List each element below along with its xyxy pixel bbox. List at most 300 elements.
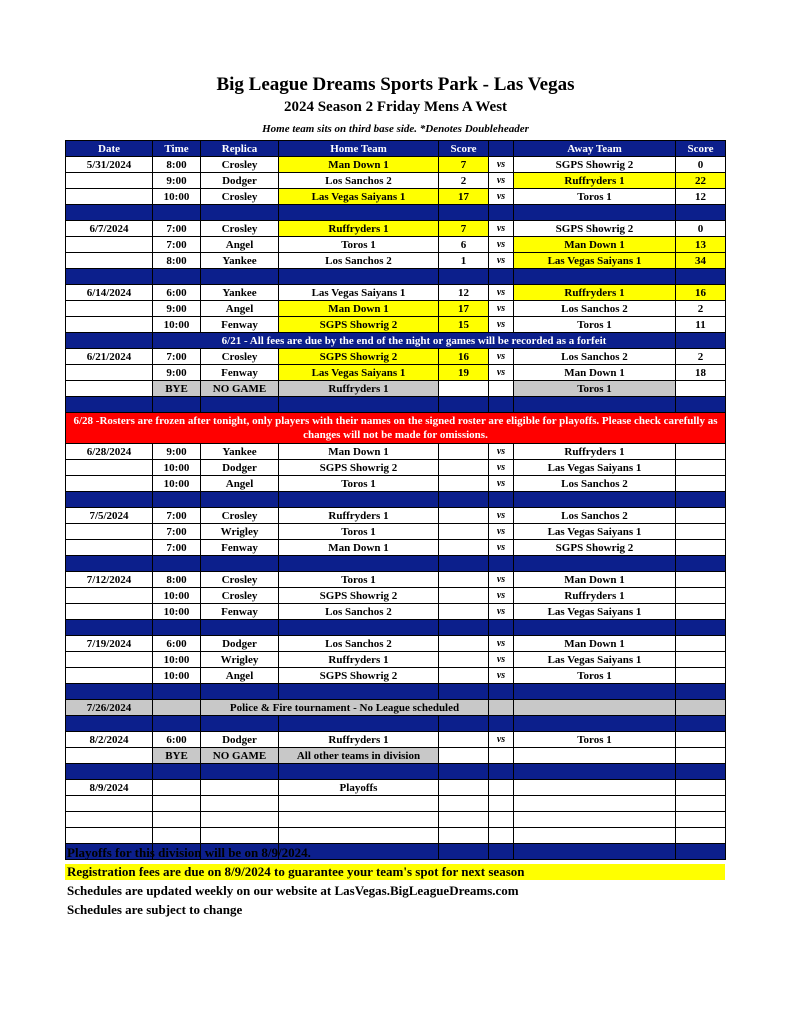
separator-row — [66, 269, 726, 285]
separator-cell — [514, 556, 676, 572]
separator-cell — [66, 764, 153, 780]
vs-cell: vs — [489, 540, 514, 556]
separator-cell — [514, 492, 676, 508]
column-header: Replica — [201, 141, 279, 157]
separator-cell — [676, 269, 726, 285]
home-score-cell: 12 — [439, 285, 489, 301]
vs-cell: vs — [489, 636, 514, 652]
away-team-cell — [514, 828, 676, 844]
game-row — [66, 572, 726, 588]
game-row — [66, 444, 726, 460]
date-cell — [66, 540, 153, 556]
vs-cell: vs — [489, 365, 514, 381]
separator-cell — [66, 684, 153, 700]
away-team-cell: Las Vegas Saiyans 1 — [514, 652, 676, 668]
separator-cell — [439, 205, 489, 221]
separator-cell — [201, 684, 279, 700]
time-cell — [153, 700, 201, 716]
fees-notice-text: 6/21 - All fees are due by the end of the night or games will be recorded as a forfeit — [153, 333, 676, 349]
away-score-cell — [676, 572, 726, 588]
home-score-cell — [439, 732, 489, 748]
time-cell — [153, 780, 201, 796]
away-team-cell: Ruffryders 1 — [514, 588, 676, 604]
vs-cell — [489, 748, 514, 764]
away-score-cell — [676, 460, 726, 476]
date-cell — [66, 476, 153, 492]
time-cell: 10:00 — [153, 588, 201, 604]
separator-cell — [153, 397, 201, 413]
separator-cell — [676, 844, 726, 860]
replica-cell: Wrigley — [201, 524, 279, 540]
home-team-cell: Los Sanchos 2 — [279, 636, 439, 652]
separator-cell — [676, 333, 726, 349]
vs-cell: vs — [489, 460, 514, 476]
away-score-cell: 22 — [676, 173, 726, 189]
separator-row — [66, 684, 726, 700]
game-row — [66, 668, 726, 684]
home-score-cell — [439, 444, 489, 460]
vs-cell — [489, 780, 514, 796]
footer-registration-note: Registration fees are due on 8/9/2024 to guarantee your team's spot for next season — [65, 864, 725, 880]
away-score-cell — [676, 508, 726, 524]
separator-cell — [153, 764, 201, 780]
home-team-cell: Toros 1 — [279, 524, 439, 540]
replica-cell: Wrigley — [201, 652, 279, 668]
separator-cell — [489, 844, 514, 860]
home-team-cell: Ruffryders 1 — [279, 652, 439, 668]
away-score-cell: 0 — [676, 157, 726, 173]
date-cell — [66, 668, 153, 684]
game-row — [66, 365, 726, 381]
time-cell: 10:00 — [153, 652, 201, 668]
home-score-cell: 17 — [439, 189, 489, 205]
home-team-cell: Las Vegas Saiyans 1 — [279, 365, 439, 381]
separator-cell — [66, 333, 153, 349]
replica-cell — [201, 796, 279, 812]
page-title: Big League Dreams Sports Park - Las Vegas — [216, 74, 575, 95]
replica-cell: Dodger — [201, 636, 279, 652]
separator-cell — [279, 684, 439, 700]
away-score-cell — [676, 381, 726, 397]
date-cell: 7/12/2024 — [66, 572, 153, 588]
vs-cell — [489, 796, 514, 812]
police-fire-text: Police & Fire tournament - No League scheduled — [201, 700, 489, 716]
separator-cell — [66, 620, 153, 636]
home-score-cell: 6 — [439, 237, 489, 253]
separator-cell — [201, 620, 279, 636]
separator-cell — [489, 397, 514, 413]
home-score-cell: 19 — [439, 365, 489, 381]
time-cell — [153, 796, 201, 812]
home-team-cell: Man Down 1 — [279, 157, 439, 173]
vs-cell: vs — [489, 604, 514, 620]
vs-cell: vs — [489, 572, 514, 588]
separator-row — [66, 556, 726, 572]
date-cell — [66, 588, 153, 604]
separator-cell — [439, 684, 489, 700]
replica-cell: Dodger — [201, 460, 279, 476]
game-row — [66, 157, 726, 173]
away-score-cell: 13 — [676, 237, 726, 253]
separator-cell — [201, 556, 279, 572]
separator-cell — [279, 492, 439, 508]
replica-cell: Yankee — [201, 444, 279, 460]
away-score-cell: 12 — [676, 189, 726, 205]
away-score-cell: 2 — [676, 349, 726, 365]
replica-cell: Crosley — [201, 221, 279, 237]
page-subtitle: 2024 Season 2 Friday Mens A West — [283, 99, 508, 115]
game-row — [66, 748, 726, 764]
home-team-cell: Toros 1 — [279, 476, 439, 492]
away-team-cell — [514, 796, 676, 812]
date-cell — [66, 812, 153, 828]
table-header-row — [66, 141, 726, 157]
date-cell: 7/26/2024 — [66, 700, 153, 716]
vs-cell: vs — [489, 301, 514, 317]
vs-cell: vs — [489, 588, 514, 604]
date-cell: 7/5/2024 — [66, 508, 153, 524]
away-team-cell: Toros 1 — [514, 189, 676, 205]
separator-cell — [439, 269, 489, 285]
away-team-cell: Ruffryders 1 — [514, 444, 676, 460]
separator-cell — [676, 205, 726, 221]
away-team-cell: Los Sanchos 2 — [514, 349, 676, 365]
replica-cell: Dodger — [201, 732, 279, 748]
home-team-cell: Los Sanchos 2 — [279, 173, 439, 189]
vs-cell: vs — [489, 253, 514, 269]
column-header: Home Team — [279, 141, 439, 157]
away-team-cell: Los Sanchos 2 — [514, 508, 676, 524]
vs-cell: vs — [489, 237, 514, 253]
replica-cell: Yankee — [201, 285, 279, 301]
separator-cell — [66, 556, 153, 572]
date-cell: 6/14/2024 — [66, 285, 153, 301]
home-team-cell — [279, 796, 439, 812]
game-row — [66, 173, 726, 189]
game-row — [66, 780, 726, 796]
separator-cell — [201, 492, 279, 508]
police-fire-row — [66, 700, 726, 716]
separator-cell — [514, 844, 676, 860]
separator-cell — [153, 556, 201, 572]
away-team-cell: Ruffryders 1 — [514, 173, 676, 189]
home-score-cell: 7 — [439, 221, 489, 237]
replica-cell — [201, 828, 279, 844]
game-row — [66, 381, 726, 397]
home-score-cell: 7 — [439, 157, 489, 173]
home-score-cell — [439, 540, 489, 556]
game-row — [66, 476, 726, 492]
time-cell: 10:00 — [153, 604, 201, 620]
game-row — [66, 588, 726, 604]
date-cell — [66, 253, 153, 269]
vs-cell: vs — [489, 524, 514, 540]
separator-cell — [201, 269, 279, 285]
away-team-cell: SGPS Showrig 2 — [514, 540, 676, 556]
date-cell — [66, 460, 153, 476]
separator-cell — [439, 764, 489, 780]
separator-cell — [676, 492, 726, 508]
separator-cell — [279, 269, 439, 285]
home-score-cell — [439, 780, 489, 796]
home-team-cell: Los Sanchos 2 — [279, 253, 439, 269]
away-score-cell — [676, 604, 726, 620]
home-score-cell — [439, 668, 489, 684]
home-team-cell: SGPS Showrig 2 — [279, 317, 439, 333]
separator-cell — [66, 205, 153, 221]
home-score-cell: 16 — [439, 349, 489, 365]
date-cell — [66, 652, 153, 668]
separator-cell — [514, 269, 676, 285]
replica-cell: Fenway — [201, 604, 279, 620]
vs-cell: vs — [489, 476, 514, 492]
time-cell: 8:00 — [153, 157, 201, 173]
game-row — [66, 636, 726, 652]
home-team-cell — [279, 812, 439, 828]
date-cell: 5/31/2024 — [66, 157, 153, 173]
time-cell: 7:00 — [153, 524, 201, 540]
away-score-cell: 34 — [676, 253, 726, 269]
separator-cell — [439, 844, 489, 860]
separator-cell — [676, 556, 726, 572]
replica-cell — [201, 812, 279, 828]
away-team-cell: Los Sanchos 2 — [514, 301, 676, 317]
date-cell — [66, 301, 153, 317]
column-header: Date — [66, 141, 153, 157]
replica-cell: NO GAME — [201, 381, 279, 397]
column-header: Away Team — [514, 141, 676, 157]
replica-cell: Angel — [201, 301, 279, 317]
vs-cell: vs — [489, 221, 514, 237]
game-row — [66, 189, 726, 205]
separator-row — [66, 620, 726, 636]
home-score-cell — [439, 812, 489, 828]
separator-cell — [489, 684, 514, 700]
separator-cell — [201, 764, 279, 780]
home-score-cell: 17 — [439, 301, 489, 317]
home-score-cell — [439, 604, 489, 620]
date-cell: 8/9/2024 — [66, 780, 153, 796]
game-row — [66, 237, 726, 253]
time-cell: BYE — [153, 748, 201, 764]
home-team-note: Home team sits on third base side. *Denotes Doubleheader — [262, 123, 529, 135]
home-score-cell — [439, 588, 489, 604]
date-cell — [66, 173, 153, 189]
time-cell: 10:00 — [153, 460, 201, 476]
replica-cell: Dodger — [201, 173, 279, 189]
vs-cell: vs — [489, 189, 514, 205]
home-team-cell: Man Down 1 — [279, 444, 439, 460]
vs-cell: vs — [489, 508, 514, 524]
separator-cell — [489, 620, 514, 636]
away-team-cell: Toros 1 — [514, 732, 676, 748]
time-cell: 6:00 — [153, 636, 201, 652]
separator-row — [66, 205, 726, 221]
separator-cell — [279, 764, 439, 780]
replica-cell: Angel — [201, 668, 279, 684]
home-score-cell — [439, 748, 489, 764]
away-score-cell — [676, 812, 726, 828]
date-cell — [66, 796, 153, 812]
time-cell: 7:00 — [153, 349, 201, 365]
vs-cell: vs — [489, 157, 514, 173]
separator-cell — [514, 620, 676, 636]
home-team-cell: Man Down 1 — [279, 301, 439, 317]
time-cell: 9:00 — [153, 444, 201, 460]
vs-cell: vs — [489, 668, 514, 684]
away-score-cell: 0 — [676, 221, 726, 237]
game-row — [66, 349, 726, 365]
away-team-cell: Los Sanchos 2 — [514, 476, 676, 492]
date-cell: 6/28/2024 — [66, 444, 153, 460]
vs-cell: vs — [489, 285, 514, 301]
date-cell — [66, 381, 153, 397]
away-team-cell: Man Down 1 — [514, 572, 676, 588]
away-team-cell — [514, 700, 676, 716]
home-score-cell — [439, 636, 489, 652]
away-team-cell: Man Down 1 — [514, 237, 676, 253]
separator-cell — [201, 397, 279, 413]
away-score-cell — [676, 636, 726, 652]
separator-cell — [676, 397, 726, 413]
away-score-cell: 2 — [676, 301, 726, 317]
separator-cell — [489, 492, 514, 508]
separator-cell — [201, 205, 279, 221]
home-team-cell: SGPS Showrig 2 — [279, 460, 439, 476]
away-team-cell: Toros 1 — [514, 317, 676, 333]
separator-cell — [514, 716, 676, 732]
separator-cell — [66, 716, 153, 732]
time-cell — [153, 812, 201, 828]
home-team-cell: Toros 1 — [279, 237, 439, 253]
separator-row — [66, 764, 726, 780]
time-cell: 9:00 — [153, 365, 201, 381]
column-header: Time — [153, 141, 201, 157]
vs-cell: vs — [489, 349, 514, 365]
away-team-cell: Las Vegas Saiyans 1 — [514, 524, 676, 540]
replica-cell: Crosley — [201, 349, 279, 365]
footer-playoffs-note: Playoffs for this division will be on 8/9/2024. — [67, 845, 311, 860]
separator-cell — [66, 269, 153, 285]
roster-notice-text: 6/28 -Rosters are frozen after tonight, only players with their names on the signed roster are eligible for playoffs. Please check carefully as changes will not be made for omissions. — [66, 413, 726, 444]
replica-cell: Crosley — [201, 157, 279, 173]
game-row — [66, 253, 726, 269]
replica-cell: Crosley — [201, 572, 279, 588]
away-score-cell — [676, 732, 726, 748]
date-cell — [66, 748, 153, 764]
roster-notice-row — [66, 413, 726, 444]
away-score-cell — [676, 588, 726, 604]
separator-cell — [66, 492, 153, 508]
vs-cell — [489, 812, 514, 828]
vs-cell — [489, 828, 514, 844]
home-team-cell: Los Sanchos 2 — [279, 604, 439, 620]
game-row — [66, 796, 726, 812]
home-team-cell: Playoffs — [279, 780, 439, 796]
game-row — [66, 652, 726, 668]
replica-cell: Fenway — [201, 317, 279, 333]
game-row — [66, 460, 726, 476]
separator-cell — [439, 556, 489, 572]
away-team-cell — [514, 748, 676, 764]
away-score-cell — [676, 476, 726, 492]
home-score-cell: 15 — [439, 317, 489, 333]
home-score-cell — [439, 828, 489, 844]
replica-cell: Crosley — [201, 189, 279, 205]
vs-cell: vs — [489, 732, 514, 748]
vs-cell: vs — [489, 444, 514, 460]
time-cell: 9:00 — [153, 301, 201, 317]
away-score-cell — [676, 780, 726, 796]
separator-cell — [201, 716, 279, 732]
away-score-cell: 11 — [676, 317, 726, 333]
time-cell — [153, 828, 201, 844]
home-team-cell: SGPS Showrig 2 — [279, 349, 439, 365]
date-cell — [66, 604, 153, 620]
away-score-cell: 16 — [676, 285, 726, 301]
separator-cell — [489, 205, 514, 221]
separator-cell — [489, 556, 514, 572]
away-team-cell: Man Down 1 — [514, 636, 676, 652]
date-cell — [66, 365, 153, 381]
schedule-table — [65, 140, 726, 860]
away-team-cell: Toros 1 — [514, 668, 676, 684]
vs-cell — [489, 381, 514, 397]
game-row — [66, 301, 726, 317]
separator-row — [66, 716, 726, 732]
game-row — [66, 524, 726, 540]
separator-cell — [439, 620, 489, 636]
away-team-cell: Toros 1 — [514, 381, 676, 397]
time-cell: 10:00 — [153, 189, 201, 205]
away-team-cell: Man Down 1 — [514, 365, 676, 381]
separator-cell — [153, 205, 201, 221]
game-row — [66, 732, 726, 748]
game-row — [66, 812, 726, 828]
home-score-cell: 1 — [439, 253, 489, 269]
separator-cell — [489, 764, 514, 780]
game-row — [66, 221, 726, 237]
time-cell: 6:00 — [153, 285, 201, 301]
home-team-cell: Ruffryders 1 — [279, 381, 439, 397]
away-score-cell — [676, 796, 726, 812]
vs-cell: vs — [489, 652, 514, 668]
game-row — [66, 540, 726, 556]
vs-cell: vs — [489, 317, 514, 333]
away-team-cell: Ruffryders 1 — [514, 285, 676, 301]
away-score-cell — [676, 540, 726, 556]
away-score-cell — [676, 828, 726, 844]
away-team-cell — [514, 812, 676, 828]
separator-cell — [439, 716, 489, 732]
time-cell: 10:00 — [153, 317, 201, 333]
replica-cell: Fenway — [201, 540, 279, 556]
away-score-cell — [676, 700, 726, 716]
replica-cell: Yankee — [201, 253, 279, 269]
home-team-cell: SGPS Showrig 2 — [279, 668, 439, 684]
home-score-cell — [439, 460, 489, 476]
away-score-cell — [676, 748, 726, 764]
away-score-cell: 18 — [676, 365, 726, 381]
home-team-cell: Ruffryders 1 — [279, 508, 439, 524]
time-cell: 10:00 — [153, 668, 201, 684]
time-cell: 6:00 — [153, 732, 201, 748]
game-row — [66, 285, 726, 301]
home-score-cell — [439, 508, 489, 524]
separator-row — [66, 397, 726, 413]
away-team-cell — [514, 780, 676, 796]
replica-cell: NO GAME — [201, 748, 279, 764]
